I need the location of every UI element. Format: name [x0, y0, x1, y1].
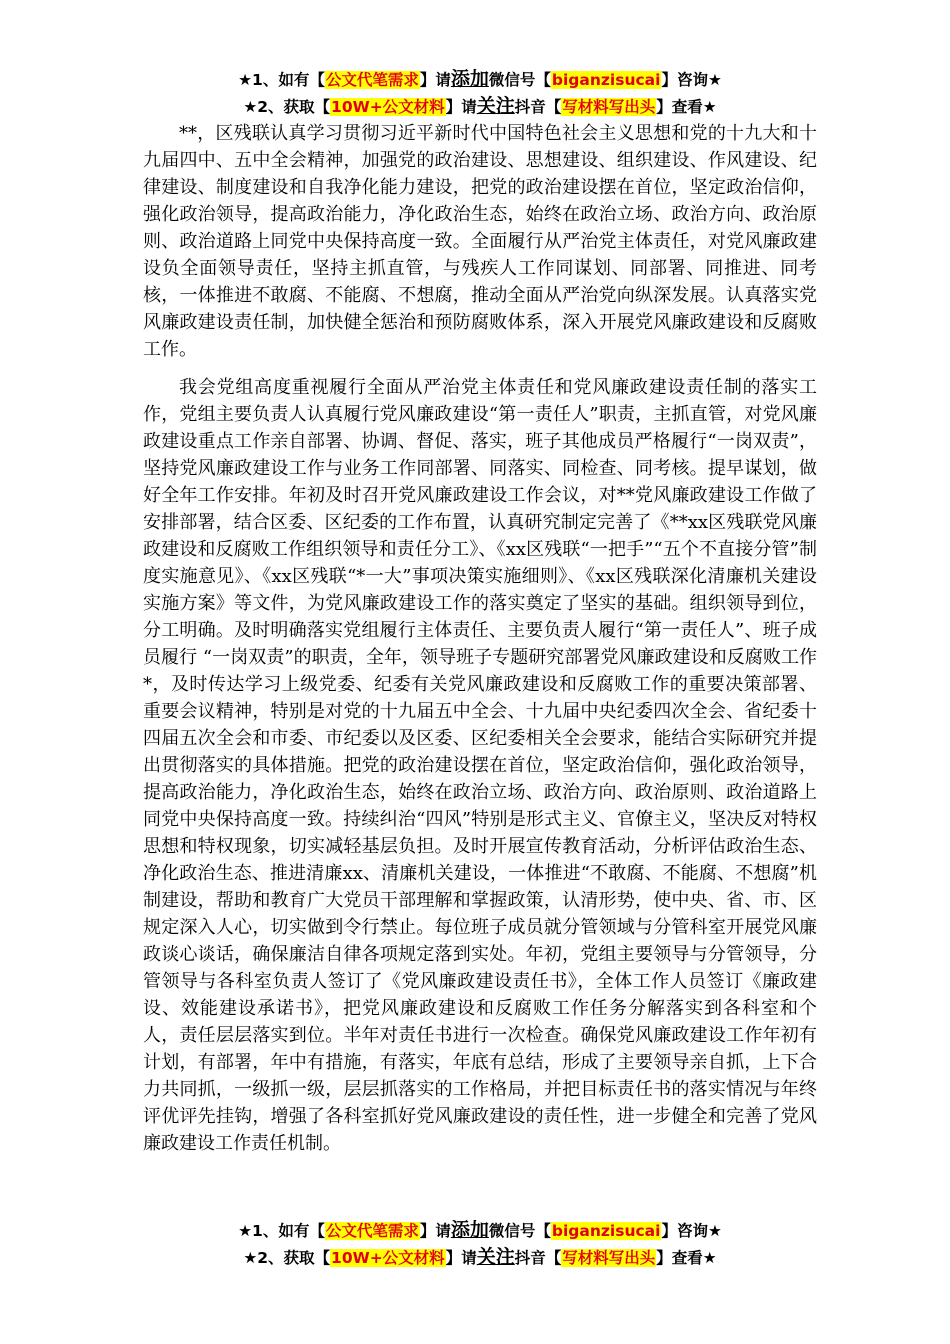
banner-highlight: 公文代笔需求	[325, 71, 419, 89]
bottom-banner-line-1	[143, 1217, 817, 1244]
paragraph-2: 我会党组高度重视履行全面从严治党主体责任和党风廉政建设责任制的落实工作，党组主要负责人认真履行党风廉政建设“第一责任人”职责，主抓直管，对党风廉政建设重点工作亲自部署、协调、督促、落实，班子其他成员严格履行“一岗双责”，坚持党风廉政建设工作与业务工作同部署、同落实、同检查、同考核。提早谋划，做好全年工作安排。年初及时召开党风廉政建设工作会议，对**党风廉政建设工作做了安排部署，结合区委、区纪委的工作布置，认真研究制定完善了《**xx区残联党风廉政建设和反腐败工作组织领导和责任分工》、《xx区残联“一把手”“五个不直接分管”制度实施意见》、《xx区残联“*一大”事项决策实施细则》、《xx区残联深化清廉机关建设实施方案》等文件，为党风廉政建设工作的落实奠定了坚实的基础。组织领导到位，分工明确。及时明确落实党组履行主体责任、主要负责人履行“第一责任人”、班子成员履行 “一岗双责”的职责，全年，领导班子专题研究部署党风廉政建设和反腐败工作*，及时传达学习上级党委、纪委有关党风廉政建设和反腐败工作的重要决策部署、重要会议精神，特别是对党的十九届五中全会、十九届中央纪委四次全会、省纪委十四届五次全会和市委、市纪委以及区委、区纪委相关全会要求，能结合实际研究并提出贯彻落实的具体措施。把党的政治建设摆在首位，坚定政治信仰，强化政治领导，提高政治能力，净化政治生态，始终在政治立场、政治方向、政治原则、政治道路上同党中央保持高度一致。持续纠治“四风”特别是形式主义、官僚主义，坚决反对特权思想和特权现象，切实减轻基层负担。及时开展宣传教育活动，分析评估政治生态、净化政治生态、推进清廉xx、清廉机关建设，一体推进“不敢腐、不能腐、不想腐”机制建设，帮助和教育广大党员干部理解和掌握政策，认清形势，使中央、省、市、区规定深入人心，切实做到令行禁止。每位班子成员就分管领域与分管科室开展党风廉政谈心谈话，确保廉洁自律各项规定落到实处。年初，党组主要领导与分管领导，分管领导与各科室负责人签订了《党风廉政建设责任书》，全体工作人员签订《廉政建设、效能建设承诺书》，把党风廉政建设和反腐败工作任务分解落实到各科室和个人，责任层层落实到位。半年对责任书进行一次检查。确保党风廉政建设工作年初有计划，有部署，年中有措施，有落实，年底有总结，形成了主要领导亲自抓，上下合力共同抓，一级抓一级，层层抓落实的工作格局，并把目标责任书的落实情况与年终评优评先挂钩，增强了各科室抓好党风廉政建设的责任性，进一步健全和完善了党风廉政建设工作责任机制。	[143, 377, 817, 1154]
banner-text: 】请	[445, 1249, 477, 1267]
bottom-banner	[143, 1217, 817, 1271]
banner-highlight: 10W+公文材料	[331, 98, 445, 116]
banner-text: 】查看★	[656, 1249, 717, 1267]
banner-text: 】请	[445, 98, 477, 116]
banner-emphasis: 关注	[476, 95, 515, 117]
banner-highlight: biganzisucai	[551, 71, 661, 89]
document-body	[143, 120, 817, 1157]
bottom-banner-line-2	[143, 1244, 817, 1271]
banner-text: 微信号【	[488, 71, 551, 89]
banner-emphasis: 添加	[450, 1219, 489, 1241]
banner-text: 抖音【	[514, 1249, 562, 1267]
banner-text: ★2、获取【	[243, 1249, 331, 1267]
banner-highlight: 写材料写出头	[562, 98, 656, 116]
top-banner-line-2	[143, 93, 817, 120]
banner-emphasis: 添加	[450, 68, 489, 90]
banner-text: 】咨询★	[661, 71, 722, 89]
banner-highlight: biganzisucai	[551, 1222, 661, 1240]
banner-text: 微信号【	[488, 1222, 551, 1240]
banner-highlight: 10W+公文材料	[331, 1249, 445, 1267]
banner-emphasis: 关注	[476, 1246, 515, 1268]
banner-text: 】请	[419, 1222, 451, 1240]
banner-text: 】查看★	[656, 98, 717, 116]
top-banner-line-1	[143, 66, 817, 93]
paragraph-1: **，区残联认真学习贯彻习近平新时代中国特色社会主义思想和党的十九大和十九届四中、五中全会精神，加强党的政治建设、思想建设、组织建设、作风建设、纪律建设、制度建设和自我净化能力建设，把党的政治建设摆在首位，坚定政治信仰，强化政治领导，提高政治能力，净化政治生态，始终在政治立场、政治方向、政治原则、政治道路上同党中央保持高度一致。全面履行从严治党主体责任，对党风廉政建设负全面领导责任，坚持主抓直管，与残疾人工作同谋划、同部署、同推进、同考核，一体推进不敢腐、不能腐、不想腐，推动全面从严治党向纵深发展。认真落实党风廉政建设责任制，加快健全惩治和预防腐败体系，深入开展党风廉政建设和反腐败工作。	[143, 123, 817, 360]
banner-highlight: 写材料写出头	[562, 1249, 656, 1267]
banner-text: 】咨询★	[661, 1222, 722, 1240]
banner-text: 】请	[419, 71, 451, 89]
banner-text: 抖音【	[514, 98, 562, 116]
banner-text: ★1、如有【	[238, 1222, 325, 1240]
banner-text: ★1、如有【	[238, 71, 325, 89]
banner-highlight: 公文代笔需求	[325, 1222, 419, 1240]
document-page	[143, 66, 817, 1157]
banner-text: ★2、获取【	[243, 98, 331, 116]
